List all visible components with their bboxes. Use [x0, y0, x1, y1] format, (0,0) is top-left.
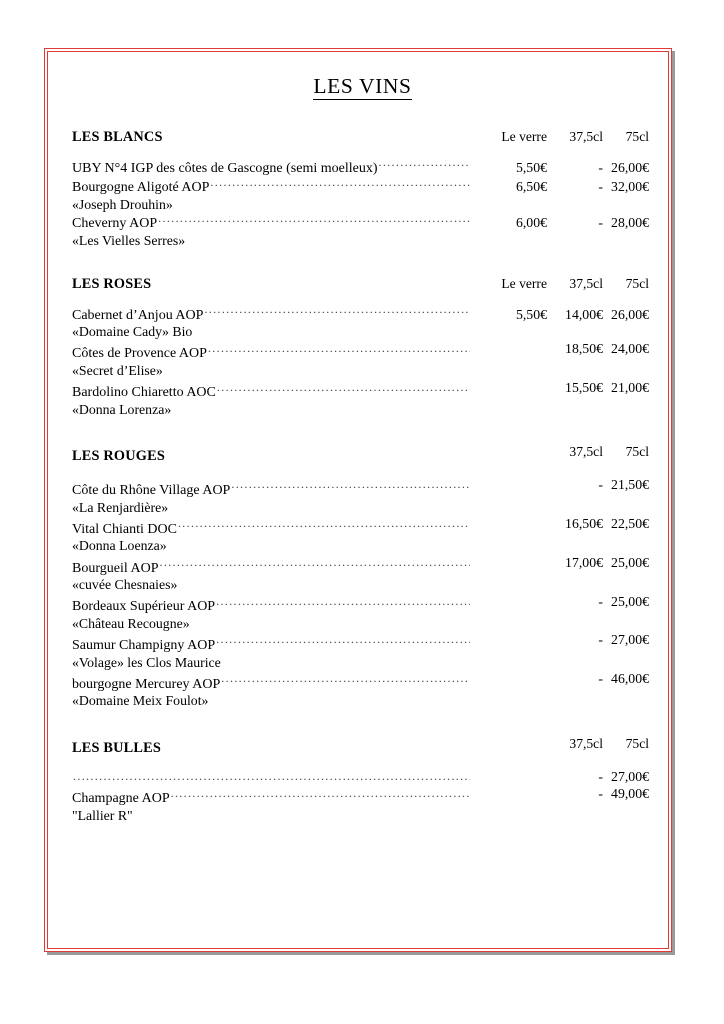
dot-leader — [208, 343, 470, 357]
item-producer: «Les Vielles Serres» — [72, 233, 186, 249]
menu-item-row — [72, 213, 649, 233]
column-header-verre — [471, 444, 547, 460]
price-verre: 6,50€ — [515, 179, 547, 195]
price-375cl: 17,00€ — [565, 554, 603, 570]
item-producer: «La Renjardière» — [72, 499, 169, 515]
item-name: Côtes de Provence AOP — [72, 346, 207, 362]
column-headers — [471, 129, 649, 145]
price-375cl: - — [598, 215, 603, 231]
item-name: Bardolino Chiaretto AOC — [72, 385, 216, 401]
item-producer: «Domaine Meix Foulot» — [72, 693, 209, 709]
column-header-375cl: 37,5cl — [569, 128, 603, 144]
section-title: LES ROSES — [72, 275, 152, 292]
column-headers — [471, 276, 649, 292]
price-375cl: - — [598, 785, 603, 801]
section-items — [72, 477, 649, 710]
item-prices — [471, 671, 649, 688]
price-verre — [471, 555, 547, 572]
section-title: LES ROUGES — [72, 448, 165, 465]
price-verre — [471, 632, 547, 649]
menu-item-row — [72, 177, 649, 197]
section-header — [72, 276, 649, 293]
menu-item-row — [72, 632, 649, 654]
price-verre — [471, 786, 547, 803]
price-75cl: 49,00€ — [611, 785, 649, 801]
price-verre — [471, 380, 547, 397]
dot-leader — [210, 177, 470, 191]
item-name: Vital Chianti DOC — [72, 521, 177, 537]
price-375cl: 15,50€ — [565, 379, 603, 395]
menu-item-row — [72, 477, 649, 499]
wine-section — [72, 129, 649, 250]
price-75cl: 27,00€ — [611, 632, 649, 648]
item-name: Champagne AOP — [72, 791, 170, 807]
price-375cl: - — [598, 671, 603, 687]
item-prices — [471, 786, 649, 803]
dot-leader — [217, 382, 470, 396]
section-header — [72, 736, 649, 757]
column-headers — [471, 444, 649, 460]
price-verre: 6,00€ — [515, 215, 547, 231]
item-prices — [471, 516, 649, 533]
dot-leader — [231, 480, 470, 494]
section-items — [72, 769, 649, 824]
price-75cl: 22,50€ — [611, 516, 649, 532]
price-375cl: - — [598, 159, 603, 175]
price-75cl: 46,00€ — [611, 671, 649, 687]
wine-section — [72, 736, 649, 824]
price-375cl: 18,50€ — [565, 340, 603, 356]
item-producer: «cuvée Chesnaies» — [72, 577, 178, 593]
dot-leader — [204, 305, 470, 319]
item-prices — [471, 632, 649, 649]
item-producer: «Donna Lorenza» — [72, 401, 172, 417]
item-producer: «Donna Loenza» — [72, 538, 167, 554]
menu-item-row — [72, 786, 649, 808]
item-producer: «Secret d’Elise» — [72, 362, 163, 378]
menu-item-row — [72, 594, 649, 616]
price-verre — [471, 477, 547, 494]
item-name: Bourgueil AOP — [72, 560, 159, 576]
item-name: Bourgogne Aligoté AOP — [72, 180, 210, 196]
price-75cl: 28,00€ — [611, 215, 649, 231]
section-header — [72, 444, 649, 465]
menu-item-row — [72, 380, 649, 402]
price-verre: 5,50€ — [515, 159, 547, 175]
section-items — [72, 305, 649, 419]
price-75cl: 27,00€ — [611, 769, 649, 785]
price-verre — [471, 341, 547, 358]
price-375cl: - — [598, 593, 603, 609]
item-prices — [471, 594, 649, 611]
page-title — [76, 75, 649, 99]
price-375cl: - — [598, 179, 603, 195]
item-prices — [471, 341, 649, 358]
item-name: Côte du Rhône Village AOP — [72, 482, 231, 498]
item-prices — [471, 380, 649, 397]
price-375cl: 14,00€ — [565, 306, 603, 322]
wine-sections — [72, 129, 649, 825]
item-prices — [471, 160, 649, 177]
price-75cl: 21,50€ — [611, 477, 649, 493]
menu-item-row — [72, 769, 649, 786]
wine-section — [72, 444, 649, 710]
price-75cl: 25,00€ — [611, 593, 649, 609]
dot-leader — [73, 772, 470, 786]
item-name: bourgogne Mercurey AOP — [72, 676, 221, 692]
page-title-text: LES VINS — [313, 74, 412, 98]
price-375cl: - — [598, 769, 603, 785]
dot-leader — [158, 213, 470, 227]
column-header-375cl: 37,5cl — [569, 444, 603, 460]
menu-content — [45, 49, 671, 951]
section-items — [72, 158, 649, 250]
menu-item-row — [72, 341, 649, 363]
dot-leader — [221, 674, 470, 688]
price-375cl: - — [598, 477, 603, 493]
item-producer: «Château Recougne» — [72, 615, 190, 631]
price-375cl: 16,50€ — [565, 516, 603, 532]
section-title: LES BLANCS — [72, 128, 163, 145]
price-75cl: 21,00€ — [611, 379, 649, 395]
item-prices — [471, 307, 649, 324]
dot-leader — [178, 519, 470, 533]
price-verre — [471, 671, 547, 688]
price-75cl: 25,00€ — [611, 554, 649, 570]
price-75cl: 26,00€ — [611, 159, 649, 175]
column-header-75cl: 75cl — [625, 128, 649, 144]
column-header-75cl: 75cl — [625, 444, 649, 460]
price-verre: 5,50€ — [515, 306, 547, 322]
item-name: UBY N°4 IGP des côtes de Gascogne (semi moelleux) — [72, 160, 378, 176]
item-producer: «Joseph Drouhin» — [72, 196, 173, 212]
item-prices — [471, 769, 649, 786]
item-producer: «Volage» les Clos Maurice — [72, 654, 221, 670]
price-verre — [471, 594, 547, 611]
item-producer: «Domaine Cady» Bio — [72, 324, 193, 340]
item-name: Cheverny AOP — [72, 216, 158, 232]
dot-leader — [171, 788, 470, 802]
column-header-75cl: 75cl — [625, 736, 649, 752]
price-75cl: 26,00€ — [611, 306, 649, 322]
item-name: Saumur Champigny AOP — [72, 638, 216, 654]
item-name: Bordeaux Supérieur AOP — [72, 599, 216, 615]
dot-leader — [379, 158, 471, 172]
item-producer: "Lallier R" — [72, 807, 133, 823]
menu-page-frame — [44, 48, 672, 952]
menu-item-row — [72, 305, 649, 325]
item-prices — [471, 555, 649, 572]
column-header-verre: Le verre — [501, 275, 547, 291]
column-header-375cl: 37,5cl — [569, 736, 603, 752]
price-verre — [471, 516, 547, 533]
dot-leader — [159, 558, 470, 572]
item-prices — [471, 179, 649, 196]
item-prices — [471, 215, 649, 232]
price-75cl: 32,00€ — [611, 179, 649, 195]
column-header-verre: Le verre — [501, 128, 547, 144]
dot-leader — [216, 596, 470, 610]
item-name: Cabernet d’Anjou AOP — [72, 307, 204, 323]
column-headers — [471, 736, 649, 752]
column-header-375cl: 37,5cl — [569, 275, 603, 291]
price-verre — [471, 769, 547, 786]
price-75cl: 24,00€ — [611, 340, 649, 356]
menu-item-row — [72, 158, 649, 178]
menu-item-row — [72, 516, 649, 538]
dot-leader — [216, 635, 470, 649]
column-header-75cl: 75cl — [625, 275, 649, 291]
price-375cl: - — [598, 632, 603, 648]
section-header — [72, 129, 649, 146]
menu-item-row — [72, 555, 649, 577]
wine-section — [72, 276, 649, 419]
column-header-verre — [471, 736, 547, 752]
menu-item-row — [72, 671, 649, 693]
section-title: LES BULLES — [72, 740, 162, 757]
item-prices — [471, 477, 649, 494]
